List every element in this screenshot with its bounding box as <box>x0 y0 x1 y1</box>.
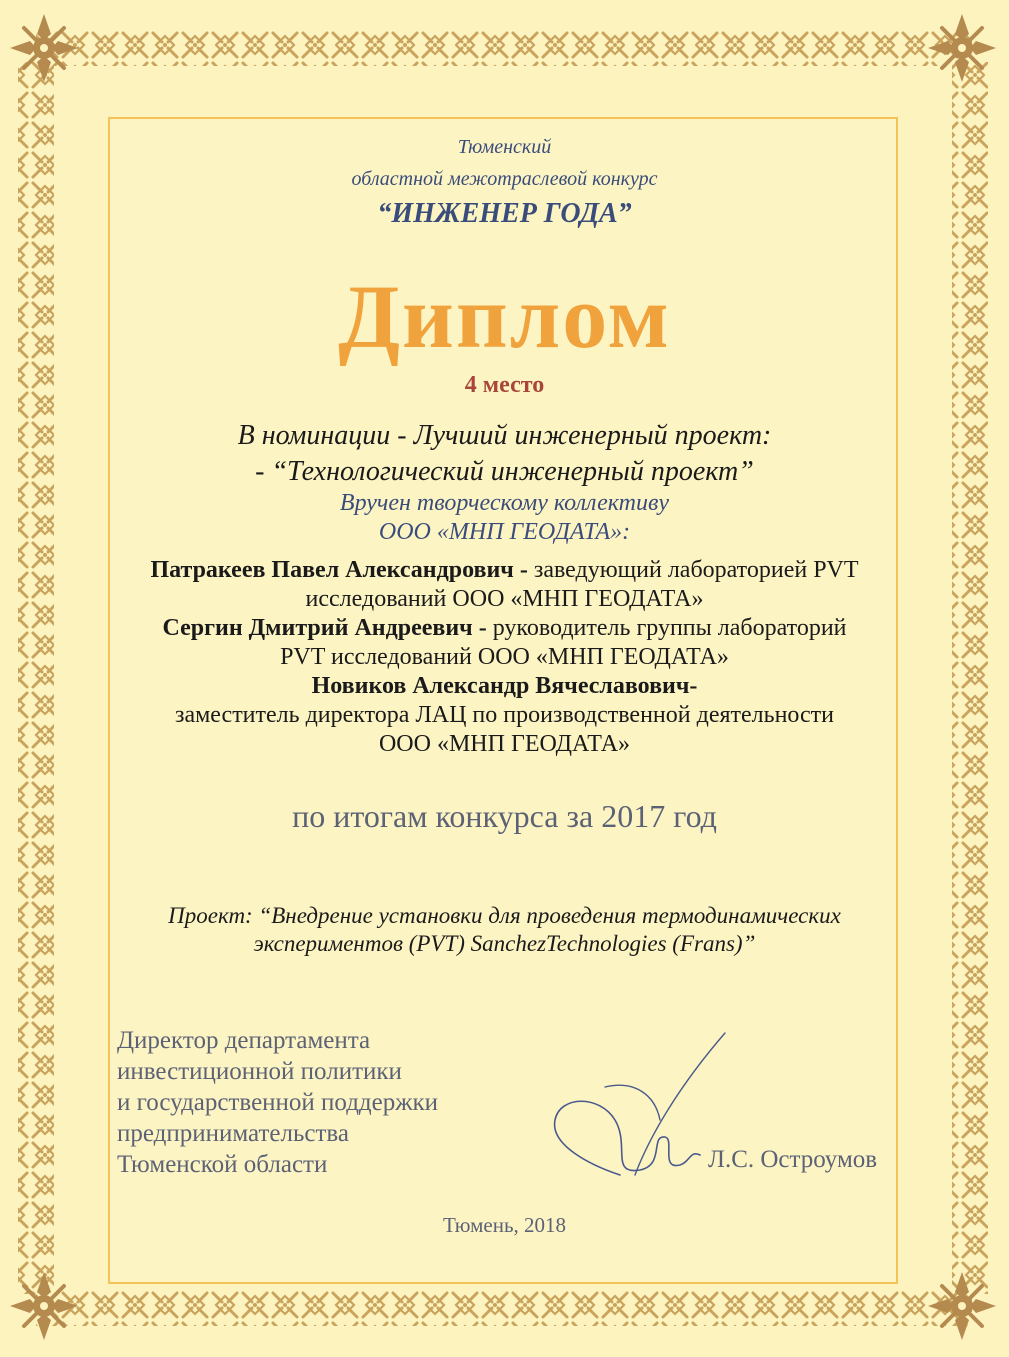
member-1-role-cont: исследований ООО «МНП ГЕОДАТА» <box>305 586 704 612</box>
signatory-line-4: предпринимательства <box>117 1120 349 1147</box>
member-3-name-line <box>0 673 1009 700</box>
place-label: 4 место <box>464 372 545 398</box>
signatory-line-2: инвестиционной политики <box>117 1058 402 1085</box>
member-2-name: Сергин Дмитрий Андреевич - <box>162 615 487 641</box>
member-2-role: руководитель группы лабораторий <box>486 615 847 641</box>
nomination-line-3: Вручен творческому коллективу <box>339 490 670 516</box>
member-2-role-cont: PVT исследований ООО «МНП ГЕОДАТА» <box>280 644 729 670</box>
diploma-title: Диплом <box>338 268 671 367</box>
signatory-title <box>117 1025 438 1180</box>
member-3-role: заместитель директора ЛАЦ по производственной деятельности <box>174 702 835 728</box>
nomination-line-4: ООО «МНП ГЕОДАТА»: <box>378 519 631 545</box>
member-3-role-cont: ООО «МНП ГЕОДАТА» <box>378 731 631 757</box>
nomination-line-1: В номинации - Лучший инженерный проект: <box>237 420 772 451</box>
contest-name: “ИНЖЕНЕР ГОДА” <box>377 198 632 229</box>
signatory-line-3: и государственной поддержки <box>117 1089 439 1116</box>
member-1 <box>0 557 1009 584</box>
footer-place-date: Тюмень, 2018 <box>442 1213 567 1237</box>
header-line-1: Тюменский <box>457 136 552 158</box>
member-2 <box>0 615 1009 642</box>
signatory-line-5: Тюменской области <box>117 1151 328 1178</box>
nomination-line-2: - “Технологический инженерный проект” <box>255 456 754 487</box>
member-3-name: Новиков Александр Вячеславович- <box>311 673 698 699</box>
signatory-name: Л.С. Остроумов <box>708 1146 878 1173</box>
signatory-line-1: Директор департамента <box>117 1027 371 1054</box>
header-line-2: областной межотраслевой конкурс <box>351 168 658 190</box>
member-1-name: Патракеев Павел Александрович - <box>150 557 528 583</box>
results-line: по итогам конкурса за 2017 год <box>292 798 717 834</box>
project-line-2: экспериментов (PVT) SanchezTechnologies (Frans)” <box>253 931 756 956</box>
member-1-role: заведующий лабораторией PVT <box>527 557 859 583</box>
project-line-1: Проект: “Внедрение установки для проведения термодинамических <box>168 903 841 928</box>
